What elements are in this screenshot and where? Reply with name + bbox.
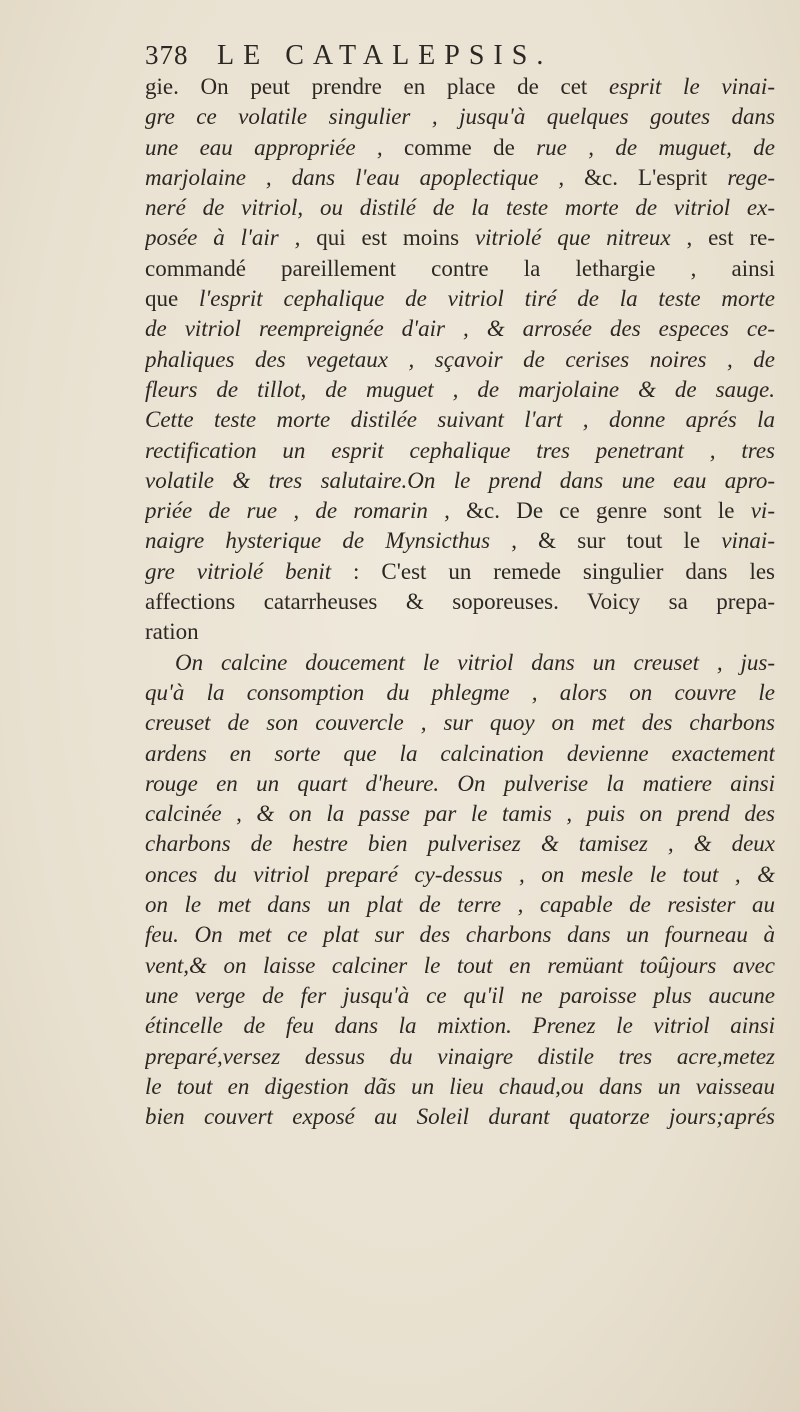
- text-line: [145, 102, 775, 132]
- text-segment: rue , de muguet, de: [536, 134, 775, 160]
- page-number: 378: [145, 40, 189, 70]
- text-segment: le tout en digestion dãs un lieu chaud,ou dans un vaisseau: [145, 1073, 775, 1099]
- text-segment: phaliques des vegetaux , sçavoir de cerises noires , de: [145, 346, 775, 372]
- text-segment: qu'à la consomption du phlegme , alors on couvre le: [145, 679, 775, 705]
- text-segment: vi-: [750, 498, 775, 524]
- text-segment: rouge en un quart d'heure. On pulverise la matiere ainsi: [145, 770, 775, 796]
- text-segment: comme de: [404, 134, 537, 160]
- text-segment: qui est moins: [316, 225, 475, 251]
- text-segment: une verge de fer jusqu'à ce qu'il ne paroisse plus aucune: [145, 982, 775, 1008]
- text-segment: étincelle de feu dans la mixtion. Prenez le vitriol ainsi: [145, 1013, 775, 1039]
- text-line: [145, 860, 775, 890]
- text-segment: rectification un esprit cephalique tres penetrant , tres: [145, 437, 775, 463]
- text-line: [145, 829, 775, 859]
- text-segment: calcinée , & on la passe par le tamis , puis on prend des: [145, 801, 775, 827]
- text-line: [145, 405, 775, 435]
- text-segment: une eau appropriée ,: [145, 134, 405, 160]
- text-segment: naigre hysterique de Mynsicthus: [145, 528, 512, 554]
- text-line: [145, 890, 775, 920]
- text-segment: volatile & tres salutaire.On le prend dans une eau apro-: [145, 467, 775, 493]
- text-segment: onces du vitriol preparé cy-dessus , on mesle le tout , &: [145, 861, 775, 887]
- text-line: [145, 708, 775, 738]
- text-segment: de vitriol reempreignée d'air , & arrosée des especes ce-: [145, 316, 775, 342]
- text-segment: On calcine doucement le vitriol dans un creuset , jus-: [175, 649, 775, 675]
- text-segment: &c. L'esprit: [584, 164, 728, 190]
- text-line: [145, 436, 775, 466]
- text-line: [145, 678, 775, 708]
- text-line: [145, 951, 775, 981]
- text-segment: : C'est un remede singulier dans les: [353, 558, 775, 584]
- text-line: [145, 648, 775, 678]
- text-line: [145, 587, 775, 617]
- text-line: [145, 375, 775, 405]
- text-segment: gie. On peut prendre en place de cet: [145, 74, 609, 99]
- text-segment: &c. De ce genre sont le: [466, 498, 751, 524]
- text-line: [145, 284, 775, 314]
- text-segment: priée de rue , de romarin ,: [145, 498, 467, 524]
- text-line: [145, 617, 775, 647]
- text-segment: que: [145, 286, 199, 312]
- text-segment: vitriolé que nitreux: [474, 225, 687, 251]
- text-segment: vent,& on laisse calciner le tout en remüant toûjours avec: [145, 952, 775, 978]
- text-segment: , est re-: [686, 225, 775, 251]
- text-segment: gre vitriolé benit: [145, 558, 354, 584]
- text-line: [145, 1011, 775, 1041]
- text-line: [145, 1042, 775, 1072]
- text-line: [145, 1072, 775, 1102]
- text-segment: gre ce volatile singulier , jusqu'à quelques goutes dans: [145, 104, 775, 130]
- text-segment: commandé pareillement contre la lethargie , ainsi: [145, 255, 775, 281]
- text-segment: preparé,versez dessus du vinaigre distile tres acre,metez: [145, 1043, 775, 1069]
- text-line: [145, 72, 775, 102]
- text-segment: , & sur tout le: [511, 528, 722, 554]
- text-line: [145, 920, 775, 950]
- text-segment: vinai-: [721, 528, 775, 554]
- text-segment: creuset de son couvercle , sur quoy on met des charbons: [145, 710, 775, 736]
- text-segment: charbons de hestre bien pulverisez & tamisez , & deux: [145, 831, 775, 857]
- text-line: [145, 799, 775, 829]
- text-segment: neré de vitriol, ou distilé de la teste morte de vitriol ex-: [145, 195, 775, 221]
- text-line: [145, 526, 775, 556]
- text-line: [145, 163, 775, 193]
- text-segment: affections catarrheuses & soporeuses. Voicy sa prepa-: [145, 589, 775, 615]
- text-segment: l'esprit cephalique de vitriol tiré de la teste morte: [198, 286, 775, 312]
- text-segment: feu. On met ce plat sur des charbons dans un fourneau à: [145, 922, 775, 948]
- text-line: [145, 254, 775, 284]
- text-line: [145, 193, 775, 223]
- text-segment: esprit le vinai-: [608, 74, 775, 99]
- running-head: LE CATALEPSIS.: [217, 40, 553, 71]
- text-segment: marjolaine , dans l'eau apoplectique ,: [145, 164, 585, 190]
- text-line: [145, 223, 775, 253]
- text-segment: ration: [145, 619, 199, 645]
- text-segment: bien couvert exposé au Soleil durant quatorze jours;aprés: [145, 1104, 775, 1130]
- text-segment: on le met dans un plat de terre , capable de resister au: [145, 892, 775, 918]
- text-line: [145, 739, 775, 769]
- text-segment: posée à l'air ,: [145, 225, 317, 251]
- text-line: [145, 769, 775, 799]
- text-segment: rege-: [727, 164, 775, 190]
- text-line: [145, 981, 775, 1011]
- text-line: [145, 466, 775, 496]
- text-line: [145, 1102, 775, 1132]
- body-text: [145, 72, 775, 1132]
- text-line: [145, 557, 775, 587]
- text-line: [145, 133, 775, 163]
- text-line: [145, 496, 775, 526]
- text-segment: fleurs de tillot, de muguet , de marjolaine & de sauge.: [145, 376, 775, 402]
- text-line: [145, 345, 775, 375]
- text-segment: ardens en sorte que la calcination devienne exactement: [145, 740, 775, 766]
- text-line: [145, 314, 775, 344]
- text-segment: Cette teste morte distilée suivant l'art , donne aprés la: [145, 407, 775, 433]
